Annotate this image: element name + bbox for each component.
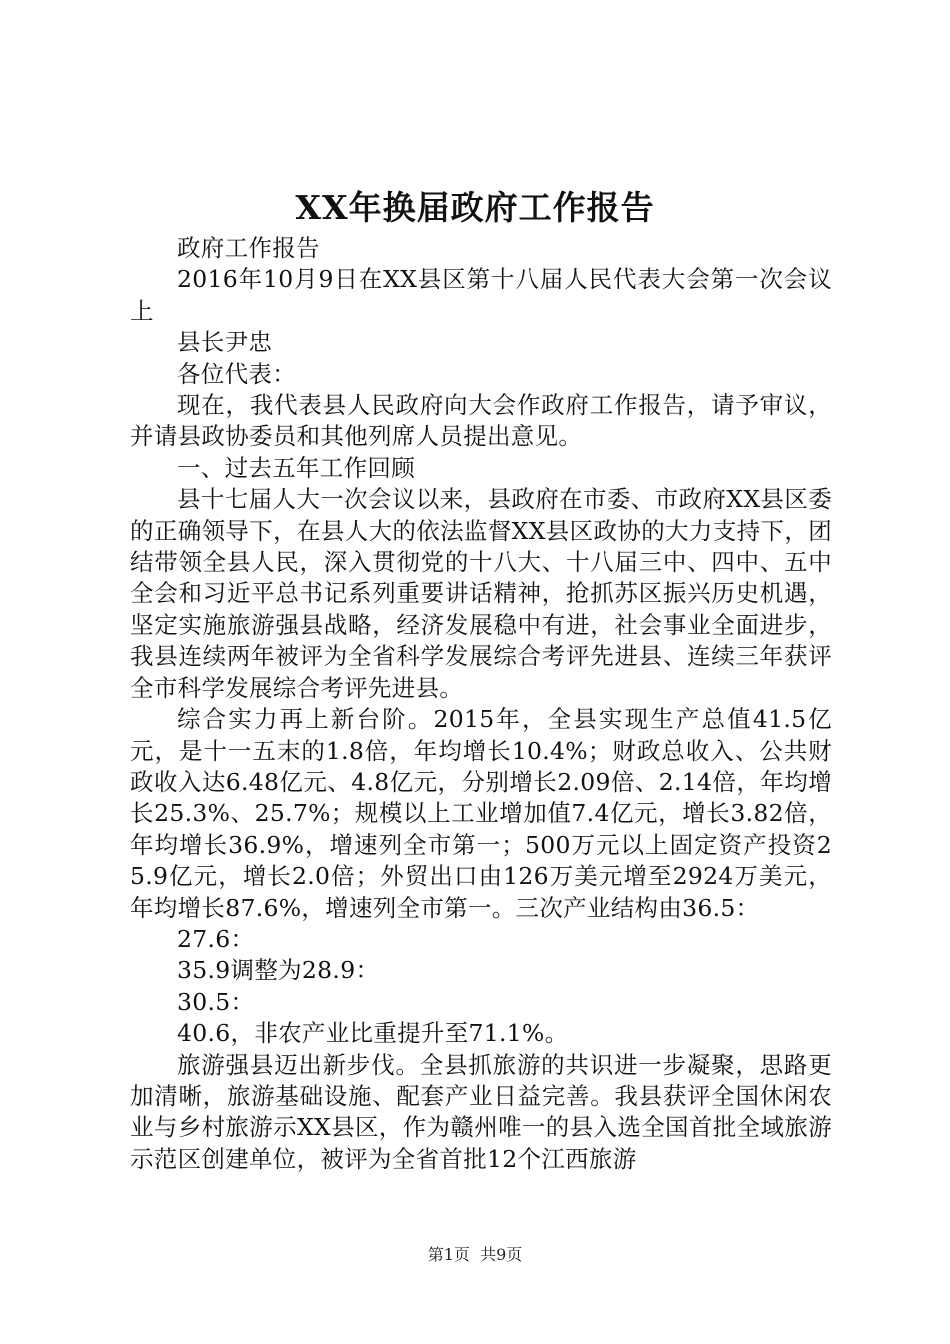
paragraph: 综合实力再上新台阶。2015年，全县实现生产总值41.5亿元，是十一五末的1.8倍，年均增长10.4%；财政总收入、公共财政收入达6.48亿元、4.8亿元，分别增长2.09倍、2.14倍，年均增长25.3%、25.7%；规模以上工业增加值7.4亿元，增长3.82倍，年均增长36.9%，增速列全市第一；500万元以上固定资产投资25.9亿元，增长2.0倍；外贸出口由126万美元增至2924万美元，年均增长87.6%，增速列全市第一。三次产业结构由36.5： <box>130 705 832 922</box>
paragraph: 一、过去五年工作回顾 <box>177 453 415 482</box>
paragraph: 政府工作报告 <box>177 234 320 262</box>
page-number-total: 共9页 <box>480 1245 523 1264</box>
page-footer <box>0 1244 950 1266</box>
document-title: XX年换届政府工作报告 <box>295 188 655 227</box>
document-body <box>130 233 832 1175</box>
paragraph: 县长尹忠 <box>177 328 273 357</box>
paragraph: 30.5： <box>177 987 255 1016</box>
paragraph: 现在，我代表县人民政府向大会作政府工作报告，请予审议，并请县政协委员和其他列席人员提出意见。 <box>130 391 832 451</box>
footer-spacer <box>470 1245 480 1264</box>
paragraph: 县十七届人大一次会议以来，县政府在市委、市政府XX县区委的正确领导下，在县人大的依法监督XX县区政协的大力支持下，团结带领全县人民，深入贯彻党的十八大、十八届三中、四中、五中全会和习近平总书记系列重要讲话精神，抢抓苏区振兴历史机遇，坚定实施旅游强县战略，经济发展稳中有进，社会事业全面进步，我县连续两年被评为全省科学发展综合考评先进县、连续三年获评全市科学发展综合考评先进县。 <box>130 485 832 702</box>
paragraph: 40.6，非农产业比重提升至71.1%。 <box>177 1019 569 1048</box>
paragraph: 35.9调整为28.9： <box>177 956 380 985</box>
paragraph: 旅游强县迈出新步伐。全县抓旅游的共识进一步凝聚，思路更加清晰，旅游基础设施、配套产业日益完善。我县获评全国休闲农业与乡村旅游示XX县区，作为赣州唯一的县入选全国首批全域旅游示范区创建单位，被评为全省首批12个江西旅游 <box>130 1050 832 1173</box>
page-number-current: 第1页 <box>427 1245 470 1264</box>
paragraph: 各位代表： <box>177 359 296 388</box>
paragraph: 2016年10月9日在XX县区第十八届人民代表大会第一次会议上 <box>130 265 832 325</box>
paragraph: 27.6： <box>177 924 255 953</box>
